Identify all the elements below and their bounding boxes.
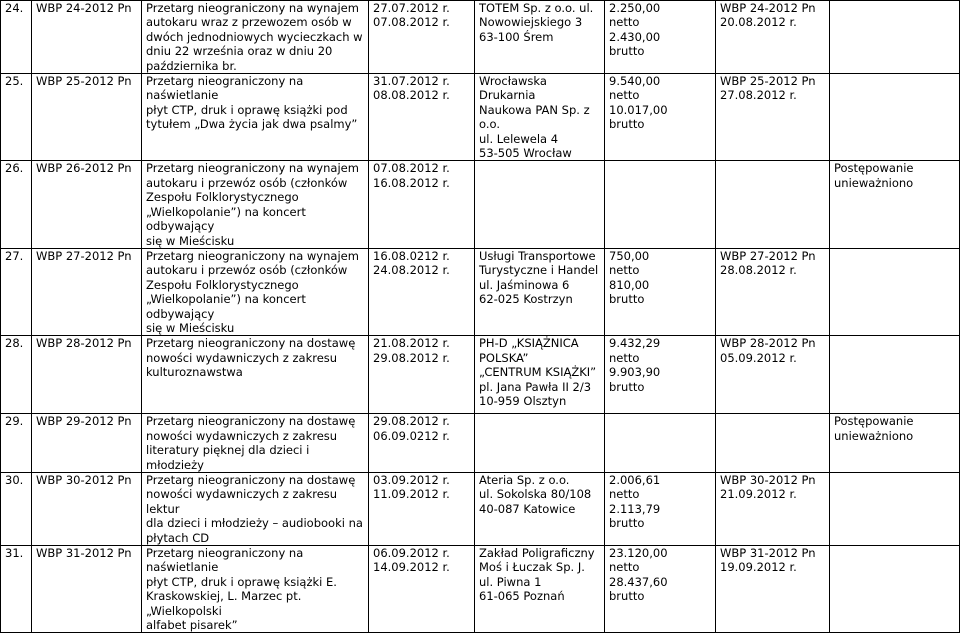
contract-cell [716,1,830,74]
subject-cell [142,248,369,335]
contractor-line: 40-087 Katowice [479,501,576,516]
contractor-line: Usługi Transportowe [479,248,596,263]
subject-cell [142,161,369,248]
dates-cell [369,248,475,335]
contractor-line: o.o. [479,117,500,132]
contract-cell [716,74,830,161]
row-number-cell: 28. [1,336,32,414]
contractor-line: 61-065 Poznań [479,589,565,604]
table-row [1,336,960,414]
subject-line: nowości wydawniczych z zakresu [146,428,338,443]
value-cell [605,161,716,248]
contract-cell [716,546,830,633]
dates-cell [369,1,475,74]
table-row [1,1,960,74]
contract-line: 20.08.2012 r. [720,15,797,30]
notes-cell [830,546,960,633]
case-sign-cell: WBP 28-2012 Pn [32,336,142,414]
subject-cell [142,472,369,545]
value-cell [605,248,716,335]
contractor-line: Zakład Poligraficzny [479,546,595,560]
notes-line: Postępowanie [834,161,914,176]
subject-line: Przetarg nieograniczony na naświetlanie [146,74,304,103]
value-line: 23.120,00 [609,546,668,560]
table-body [1,1,960,633]
dates-line: 08.08.2012 r. [373,88,450,103]
table-row [1,74,960,161]
value-line: 9.903,90 [609,365,661,380]
value-cell [605,336,716,414]
value-line: 750,00 [609,248,650,263]
table-row [1,161,960,248]
value-line: netto [609,350,640,365]
value-cell [605,546,716,633]
subject-line: tytułem „Dwa życia jak dwa psalmy” [146,117,358,132]
subject-cell [142,1,369,74]
contractor-line: Ateria Sp. z o.o. [479,472,570,487]
value-line: 810,00 [609,277,650,292]
dates-line: 31.07.2012 r. [373,74,450,89]
contract-line: WBP 24-2012 Pn [720,1,816,15]
value-cell [605,1,716,74]
contractor-line: ul. Jaśminowa 6 [479,277,570,292]
subject-line: Przetarg nieograniczony na dostawę [146,472,356,487]
subject-line: alfabet pisarek” [146,618,238,633]
subject-cell [142,414,369,473]
subject-line: Przetarg nieograniczony na wynajem [146,161,359,176]
dates-line: 06.09.0212 r. [373,428,450,443]
subject-line: „Wielkopolanie”) na koncert odbywający [146,292,306,321]
contract-line: 19.09.2012 r. [720,560,797,575]
notes-line: unieważniono [834,428,914,443]
notes-cell [830,74,960,161]
contract-line: WBP 31-2012 Pn [720,546,816,560]
case-sign-cell: WBP 24-2012 Pn [32,1,142,74]
case-sign-cell: WBP 26-2012 Pn [32,161,142,248]
value-line: 2.430,00 [609,29,661,44]
dates-cell [369,472,475,545]
table-row [1,472,960,545]
contractor-line: 63-100 Śrem [479,29,554,44]
subject-line: Przetarg nieograniczony na wynajem [146,1,359,15]
contractor-line: pl. Jana Pawła II 2/3 [479,379,592,394]
subject-line: nowości wydawniczych z zakresu [146,350,338,365]
table-row [1,248,960,335]
contractor-line: Naukowa PAN Sp. z [479,102,590,117]
contractor-line: ul. Sokolska 80/108 [479,487,592,502]
value-line: brutto [609,292,645,307]
contractor-line: Nowowiejskiego 3 [479,15,583,30]
case-sign-cell: WBP 30-2012 Pn [32,472,142,545]
case-sign-cell: WBP 29-2012 Pn [32,414,142,473]
dates-line: 03.09.2012 r. [373,472,450,487]
value-line: 2.006,61 [609,472,661,487]
contract-cell [716,161,830,248]
row-number-cell: 26. [1,161,32,248]
dates-cell [369,161,475,248]
subject-cell [142,336,369,414]
contract-cell [716,248,830,335]
case-sign-cell: WBP 31-2012 Pn [32,546,142,633]
subject-cell [142,74,369,161]
contractor-line: „CENTRUM KSIĄŻKI” [479,365,597,380]
contractor-line: 62-025 Kostrzyn [479,292,573,307]
subject-line: autokaru i przewóz osób (członków [146,175,348,190]
value-line: 9.432,29 [609,336,661,351]
dates-cell [369,336,475,414]
value-cell [605,472,716,545]
value-line: brutto [609,44,645,59]
contractor-line: PH-D „KSIĄŻNICA [479,336,579,351]
row-number-cell: 24. [1,1,32,74]
dates-line: 29.08.2012 r. [373,350,450,365]
dates-line: 29.08.2012 r. [373,414,450,429]
row-number-cell: 27. [1,248,32,335]
contractor-line: Wrocławska Drukarnia [479,74,547,103]
contract-line: 27.08.2012 r. [720,88,797,103]
contract-line: WBP 25-2012 Pn [720,74,816,89]
value-line: netto [609,88,640,103]
dates-cell [369,546,475,633]
value-line: brutto [609,379,645,394]
value-cell [605,74,716,161]
subject-line: dniu 22 września oraz w dniu 20 [146,44,333,59]
contractor-cell [475,74,605,161]
notes-line: unieważniono [834,175,914,190]
value-line: 2.250,00 [609,1,661,15]
notes-line: Postępowanie [834,414,914,429]
contractor-line: POLSKA” [479,350,529,365]
case-sign-cell: WBP 25-2012 Pn [32,74,142,161]
dates-line: 27.07.2012 r. [373,1,450,15]
contractor-cell [475,336,605,414]
table-row [1,546,960,633]
contract-line: 05.09.2012 r. [720,350,797,365]
dates-line: 24.08.2012 r. [373,263,450,278]
value-line: netto [609,15,640,30]
value-line: brutto [609,516,645,531]
contractor-cell [475,1,605,74]
contractor-cell [475,472,605,545]
contract-line: 21.09.2012 r. [720,487,797,502]
subject-line: Przetarg nieograniczony na dostawę [146,414,356,429]
value-line: 9.540,00 [609,74,661,89]
subject-line: płyt CTP, druk i oprawę książki pod [146,102,348,117]
contract-cell [716,336,830,414]
dates-line: 07.08.2012 r. [373,15,450,30]
value-line: brutto [609,589,645,604]
dates-cell [369,414,475,473]
subject-line: Przetarg nieograniczony na dostawę [146,336,356,351]
contract-line: 28.08.2012 r. [720,263,797,278]
subject-line: Przetarg nieograniczony na wynajem [146,248,359,263]
contract-cell [716,472,830,545]
notes-cell [830,161,960,248]
contractor-cell [475,414,605,473]
dates-line: 21.08.2012 r. [373,336,450,351]
subject-line: Zespołu Folklorystycznego [146,277,299,292]
value-line: netto [609,487,640,502]
value-line: 2.113,79 [609,501,661,516]
subject-line: literatury pięknej dla dzieci i młodzieży [146,443,310,472]
subject-line: się w Mieścisku [146,320,235,335]
value-line: netto [609,560,640,575]
contractor-line: Moś i Łuczak Sp. J. [479,560,585,575]
subject-line: autokaru i przewóz osób (członków [146,263,348,278]
subject-line: „Wielkopolanie”) na koncert odbywający [146,204,306,234]
value-line: brutto [609,117,645,132]
subject-line: autokaru wraz z przewozem osób w [146,15,352,30]
contractor-line: 10-959 Olsztyn [479,393,567,408]
contractor-line: 53-505 Wrocław [479,146,572,161]
subject-line: nowości wydawniczych z zakresu lektur [146,487,338,516]
contractor-cell [475,248,605,335]
subject-cell [142,546,369,633]
contract-line: WBP 30-2012 Pn [720,472,816,487]
contract-cell [716,414,830,473]
value-line: 10.017,00 [609,102,668,117]
subject-line: płyt CTP, druk i oprawę książki E. [146,574,337,589]
contract-line: WBP 28-2012 Pn [720,336,816,351]
contractor-line: ul. Lelewela 4 [479,131,559,146]
dates-line: 16.08.2012 r. [373,175,450,190]
row-number-cell: 30. [1,472,32,545]
contractor-line: ul. Piwna 1 [479,574,542,589]
contract-line: WBP 27-2012 Pn [720,248,816,263]
table-row [1,414,960,473]
contractor-cell [475,546,605,633]
dates-line: 16.08.0212 r. [373,248,450,263]
notes-cell [830,1,960,74]
case-sign-cell: WBP 27-2012 Pn [32,248,142,335]
subject-line: się w Mieścisku [146,233,235,248]
subject-line: dla dzieci i młodzieży – audiobooki na [146,516,363,531]
dates-line: 06.09.2012 r. [373,546,450,560]
notes-cell [830,248,960,335]
row-number-cell: 25. [1,74,32,161]
value-line: 28.437,60 [609,574,668,589]
notes-cell [830,472,960,545]
notes-cell [830,414,960,473]
notes-cell [830,336,960,414]
value-cell [605,414,716,473]
subject-line: kulturoznawstwa [146,365,243,380]
subject-line: Przetarg nieograniczony na naświetlanie [146,546,304,575]
contractor-cell [475,161,605,248]
subject-line: płytach CD [146,530,210,545]
dates-line: 14.09.2012 r. [373,560,450,575]
subject-line: dwóch jednodniowych wycieczkach w [146,29,363,44]
contractor-line: Turystyczne i Handel [479,263,599,278]
row-number-cell: 29. [1,414,32,473]
dates-cell [369,74,475,161]
dates-line: 07.08.2012 r. [373,161,450,176]
row-number-cell: 31. [1,546,32,633]
dates-line: 11.09.2012 r. [373,487,450,502]
subject-line: października br. [146,58,237,73]
subject-line: Zespołu Folklorystycznego [146,190,299,205]
value-line: netto [609,263,640,278]
subject-line: Kraskowskiej, L. Marzec pt. „Wielkopolski [146,589,302,618]
contractor-line: TOTEM Sp. z o.o. ul. [479,1,594,15]
